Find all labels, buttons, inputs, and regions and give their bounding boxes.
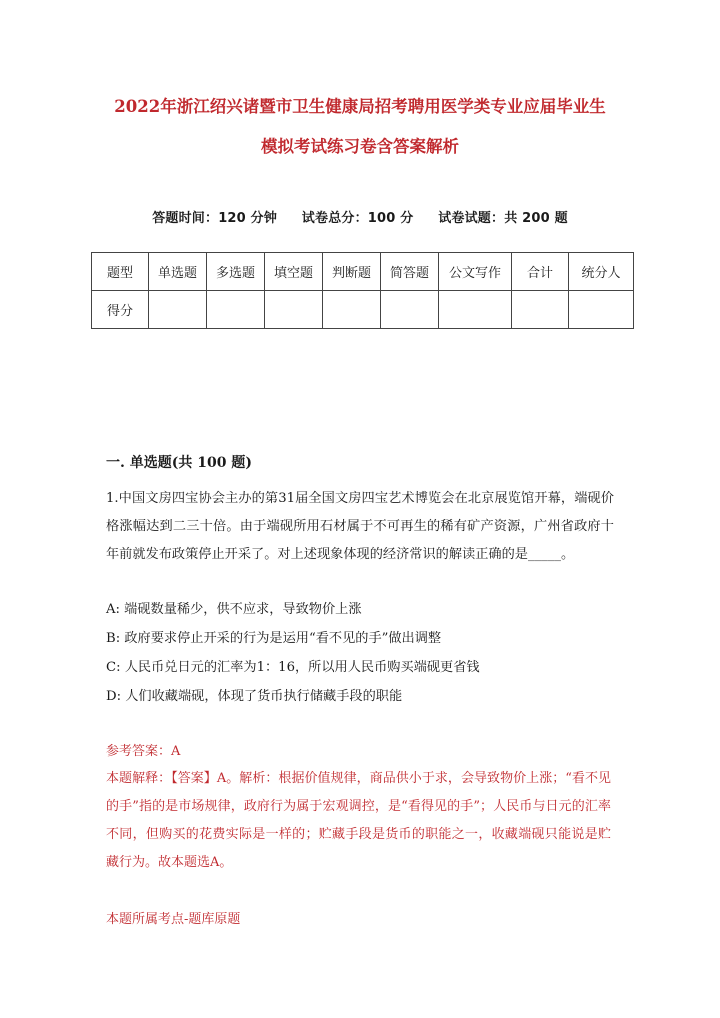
table-cell: 多选题 [207, 253, 265, 291]
exam-meta [0, 207, 720, 226]
score-input-cell[interactable] [323, 291, 381, 329]
table-cell: 合计 [512, 253, 569, 291]
score-input-cell[interactable] [265, 291, 323, 329]
score-table-score-row [92, 291, 634, 329]
table-cell: 公文写作 [439, 253, 512, 291]
table-cell: 题型 [92, 253, 149, 291]
title-line-1: 2022年浙江绍兴诸暨市卫生健康局招考聘用医学类专业应届毕业生 [114, 97, 606, 116]
question-stem: 1.中国文房四宝协会主办的第31届全国文房四宝艺术博览会在北京展览馆开幕，端砚价格涨幅达到二三十倍。由于端砚所用石材属于不可再生的稀有矿产资源，广州省政府十年前就发布政策停止开采了。对上述现象体现的经济常识的解读正确的是_____。 [106, 491, 614, 562]
option-b: B: 政府要求停止开采的行为是运用“看不见的手”做出调整 [106, 631, 442, 646]
table-cell: 统分人 [569, 253, 634, 291]
score-input-cell[interactable] [149, 291, 207, 329]
score-table [91, 252, 634, 329]
score-table-header-row [92, 253, 634, 291]
exam-total-score: 试卷总分：100 分 [301, 211, 414, 226]
exam-time: 答题时间：120 分钟 [152, 211, 278, 226]
reference-answer: 参考答案：A [106, 744, 181, 759]
option-c: C: 人民币兑日元的汇率为1：16，所以用人民币购买端砚更省钱 [106, 660, 480, 675]
score-input-cell[interactable] [439, 291, 512, 329]
option-d: D: 人们收藏端砚，体现了货币执行储藏手段的职能 [106, 689, 403, 704]
table-cell: 单选题 [149, 253, 207, 291]
title-line-2: 模拟考试练习卷含答案解析 [261, 137, 459, 156]
score-input-cell[interactable] [381, 291, 439, 329]
question-source-note: 本题所属考点-题库原题 [106, 912, 241, 927]
table-cell: 得分 [92, 291, 149, 329]
answer-analysis: 本题解释：【答案】A。解析：根据价值规律，商品供小于求，会导致物价上涨；“看不见的手”指的是市场规律，政府行为属于宏观调控，是“看得见的手”；人民币与日元的汇率不同，但购买的花费实际是一样的；贮藏手段是货币的职能之一，收藏端砚只能说是贮藏行为。故本题选A。 [106, 771, 611, 870]
score-input-cell[interactable] [207, 291, 265, 329]
score-input-cell[interactable] [569, 291, 634, 329]
table-cell: 判断题 [323, 253, 381, 291]
score-input-cell[interactable] [512, 291, 569, 329]
exam-question-count: 试卷试题：共 200 题 [438, 211, 568, 226]
option-a: A: 端砚数量稀少，供不应求，导致物价上涨 [106, 602, 362, 617]
section-heading: 一. 单选题(共 100 题) [106, 455, 252, 471]
table-cell: 填空题 [265, 253, 323, 291]
table-cell: 简答题 [381, 253, 439, 291]
